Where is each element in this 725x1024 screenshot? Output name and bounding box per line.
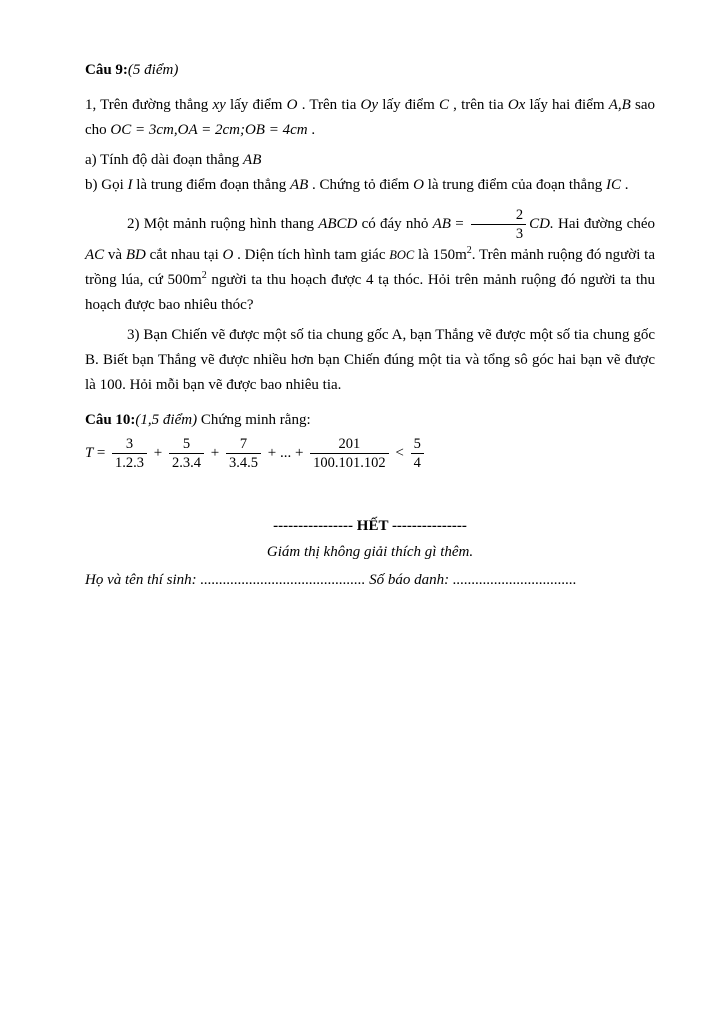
fraction-denominator: 100.101.102 [313, 455, 386, 471]
text-run: + [150, 444, 167, 461]
text-run: ABCD [318, 215, 358, 232]
text-run: , trên tia [448, 97, 508, 113]
fraction [226, 435, 261, 472]
text-run: AB [243, 152, 262, 168]
text-run: là trung điểm của đoạn thẳng [423, 177, 606, 193]
text-run: 3) Bạn Chiến vẽ được một số tia chung gốc A, bạn Thắng vẽ được một số tia chung gốc B. Biết bạn Thắng vẽ được nhiều hơn bạn Chiến đúng một tia và tổng sô góc hai bạn vẽ được là 100. Hỏi mỗi bạn vẽ được bao nhiêu tia. [85, 327, 655, 393]
fraction-numerator: 2 [471, 206, 526, 225]
fraction [112, 435, 147, 472]
fraction-denominator: 2.3.4 [172, 455, 202, 471]
text-run: b) Gọi [85, 177, 128, 193]
fraction-denominator: 4 [413, 455, 421, 471]
text-run: OC = 3cm,OA = 2cm;OB = 4cm [110, 122, 308, 138]
proctor-note: Giám thị không giải thích gì thêm. [266, 544, 474, 560]
end-marker: ---------------- HẾT --------------- [273, 518, 467, 534]
text-run: có đáy nhỏ [357, 215, 433, 232]
text-run: BD [125, 247, 146, 263]
text-run: + [207, 444, 223, 461]
text-run: IC [605, 177, 621, 193]
question9-part-b [85, 173, 655, 198]
text-run: cắt nhau tại [145, 247, 223, 263]
text-run: Hai đường chéo [553, 215, 655, 232]
text-run: (5 điểm) [127, 62, 179, 78]
fraction [411, 435, 424, 472]
text-run: . Chứng tỏ điểm [308, 177, 414, 193]
fraction-denominator: 3 [515, 226, 524, 242]
question10-formula [85, 435, 655, 472]
text-run: T [85, 444, 97, 461]
text-run: 2) Một mảnh ruộng hình thang [127, 215, 319, 232]
text-run: lấy điểm [225, 97, 287, 113]
text-run: = [450, 215, 468, 232]
text-run: (1,5 điểm) [135, 412, 198, 428]
text-run: O [413, 177, 424, 193]
text-run: Ox [507, 97, 526, 113]
text-run: lấy hai điểm [525, 97, 609, 113]
question10-heading [85, 408, 655, 433]
fraction-numerator: 201 [310, 435, 389, 454]
text-run: 2 [201, 270, 207, 281]
text-run: AB [432, 215, 451, 232]
text-run: 2 [466, 245, 472, 256]
fraction-numerator: 7 [226, 435, 261, 454]
text-run: CD. [529, 215, 554, 232]
fraction-numerator: 5 [169, 435, 204, 454]
text-run: Oy [360, 97, 379, 113]
fraction [471, 206, 526, 243]
fraction [310, 435, 389, 472]
text-run: A,B [608, 97, 631, 113]
text-run: Chứng minh rằng: [197, 412, 311, 428]
text-run: Câu 10: [85, 412, 136, 428]
text-run: 1, Trên đường thẳng [85, 97, 213, 113]
text-run: là 150m [414, 247, 467, 263]
question9-part2 [85, 206, 655, 318]
text-run: AC [85, 247, 105, 263]
fraction [169, 435, 204, 472]
fraction-denominator: 1.2.3 [115, 455, 145, 471]
text-run: Câu 9: [85, 62, 128, 78]
fraction-numerator: 5 [411, 435, 424, 454]
text-run: = [96, 444, 110, 461]
text-run: lấy điểm [378, 97, 439, 113]
text-run: . Trên mảnh ruộng đó người ta trồng lúa, cứ 500m [85, 247, 655, 288]
text-run: là trung điểm đoạn thẳng [132, 177, 290, 193]
fraction-numerator: 3 [112, 435, 147, 454]
text-run: xy [212, 97, 226, 113]
text-run: AB [289, 177, 309, 193]
text-run: a) Tính độ dài đoạn thẳng [85, 152, 244, 168]
text-run: C [438, 97, 449, 113]
text-run: < [391, 444, 408, 461]
question9-intro [85, 93, 655, 143]
text-run: . Trên tia [297, 97, 361, 113]
text-run: BOC [389, 248, 415, 262]
text-run: . [307, 122, 316, 138]
text-run: sao cho [85, 97, 656, 138]
text-run: . Diện tích hình tam giác [233, 247, 390, 263]
candidate-info-line [85, 568, 655, 593]
question9-heading [85, 58, 655, 83]
text-run: người ta thu hoạch được 4 tạ thóc. Hỏi trên mảnh ruộng đó người ta thu hoạch được bao nhiêu thóc? [85, 272, 655, 313]
text-run: . [620, 177, 629, 193]
question9-part3 [85, 323, 655, 398]
text-run: O [222, 247, 234, 263]
text-run: Họ và tên thí sinh: ............................................ Số báo danh: ................................. [85, 572, 577, 588]
fraction-denominator: 3.4.5 [228, 455, 258, 471]
question9-part-a [85, 148, 655, 173]
text-run: O [286, 97, 298, 113]
text-run: và [104, 247, 126, 263]
text-run: I [127, 177, 133, 193]
text-run: + ... + [263, 444, 308, 461]
